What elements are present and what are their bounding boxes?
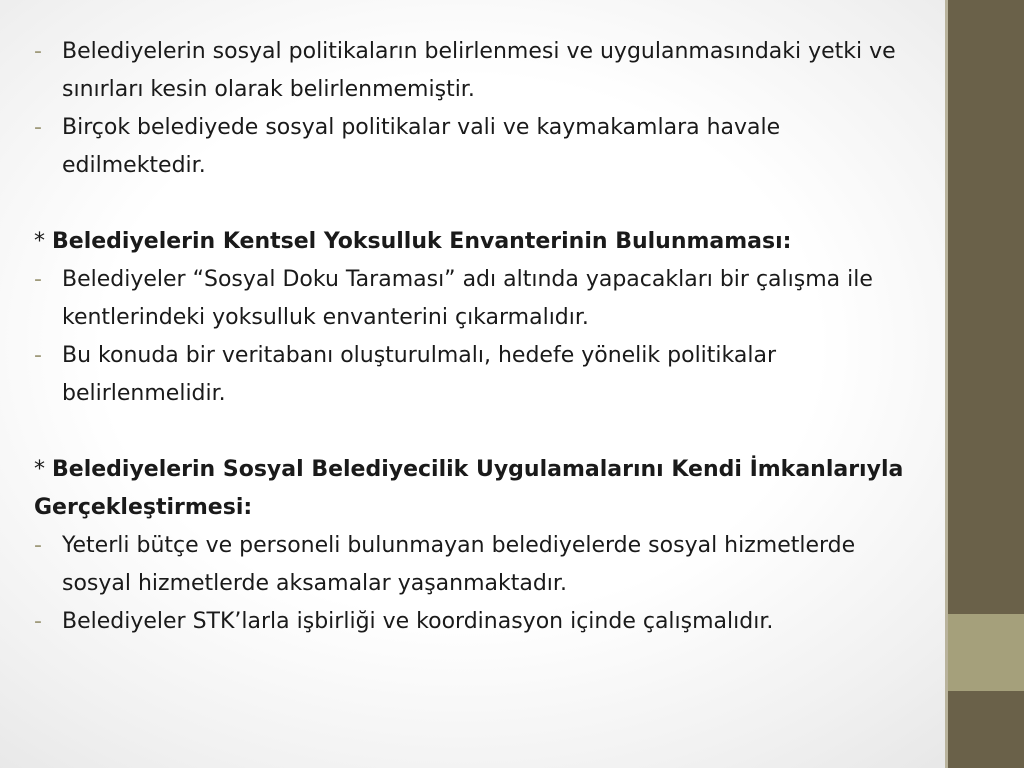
bullet-dash: - <box>34 115 42 140</box>
heading-marker: * <box>34 457 52 482</box>
bullet-dash: - <box>34 267 42 292</box>
bullet-item <box>34 109 924 185</box>
bullet-dash: - <box>34 343 42 368</box>
heading-marker: * <box>34 229 52 254</box>
bullet-item <box>34 337 924 413</box>
bullet-item <box>34 33 924 109</box>
bullet-item <box>34 261 924 337</box>
bullet-item <box>34 603 924 641</box>
bullet-dash: - <box>34 533 42 558</box>
section-heading <box>34 451 924 527</box>
section-heading <box>34 223 924 261</box>
bullet-text: Yeterli bütçe ve personeli bulunmayan belediyelerde sosyal hizmetlerde sosyal hizmetlerde aksamalar yaşanmaktadır. <box>62 533 856 596</box>
bullet-text: Belediyeler STK’larla işbirliği ve koordinasyon içinde çalışmalıdır. <box>62 609 774 634</box>
heading-text: Belediyelerin Sosyal Belediyecilik Uygulamalarını Kendi İmkanlarıyla Gerçekleştirmesi: <box>34 457 904 520</box>
slide-content <box>34 33 924 641</box>
sidebar-accent-band <box>948 614 1024 691</box>
bullet-text: Belediyeler “Sosyal Doku Taraması” adı altında yapacakları bir çalışma ile kentlerindeki yoksulluk envanterini çıkarmalıdır. <box>62 267 873 330</box>
bullet-dash: - <box>34 609 42 634</box>
bullet-item <box>34 527 924 603</box>
bullet-text: Bu konuda bir veritabanı oluşturulmalı, hedefe yönelik politikalar belirlenmelidir. <box>62 343 777 406</box>
bullet-dash: - <box>34 39 42 64</box>
bullet-text: Belediyelerin sosyal politikaların belirlenmesi ve uygulanmasındaki yetki ve sınırları kesin olarak belirlenmemiştir. <box>62 39 896 102</box>
heading-text: Belediyelerin Kentsel Yoksulluk Envanterinin Bulunmaması: <box>52 229 792 254</box>
bullet-text: Birçok belediyede sosyal politikalar vali ve kaymakamlara havale edilmektedir. <box>62 115 781 178</box>
